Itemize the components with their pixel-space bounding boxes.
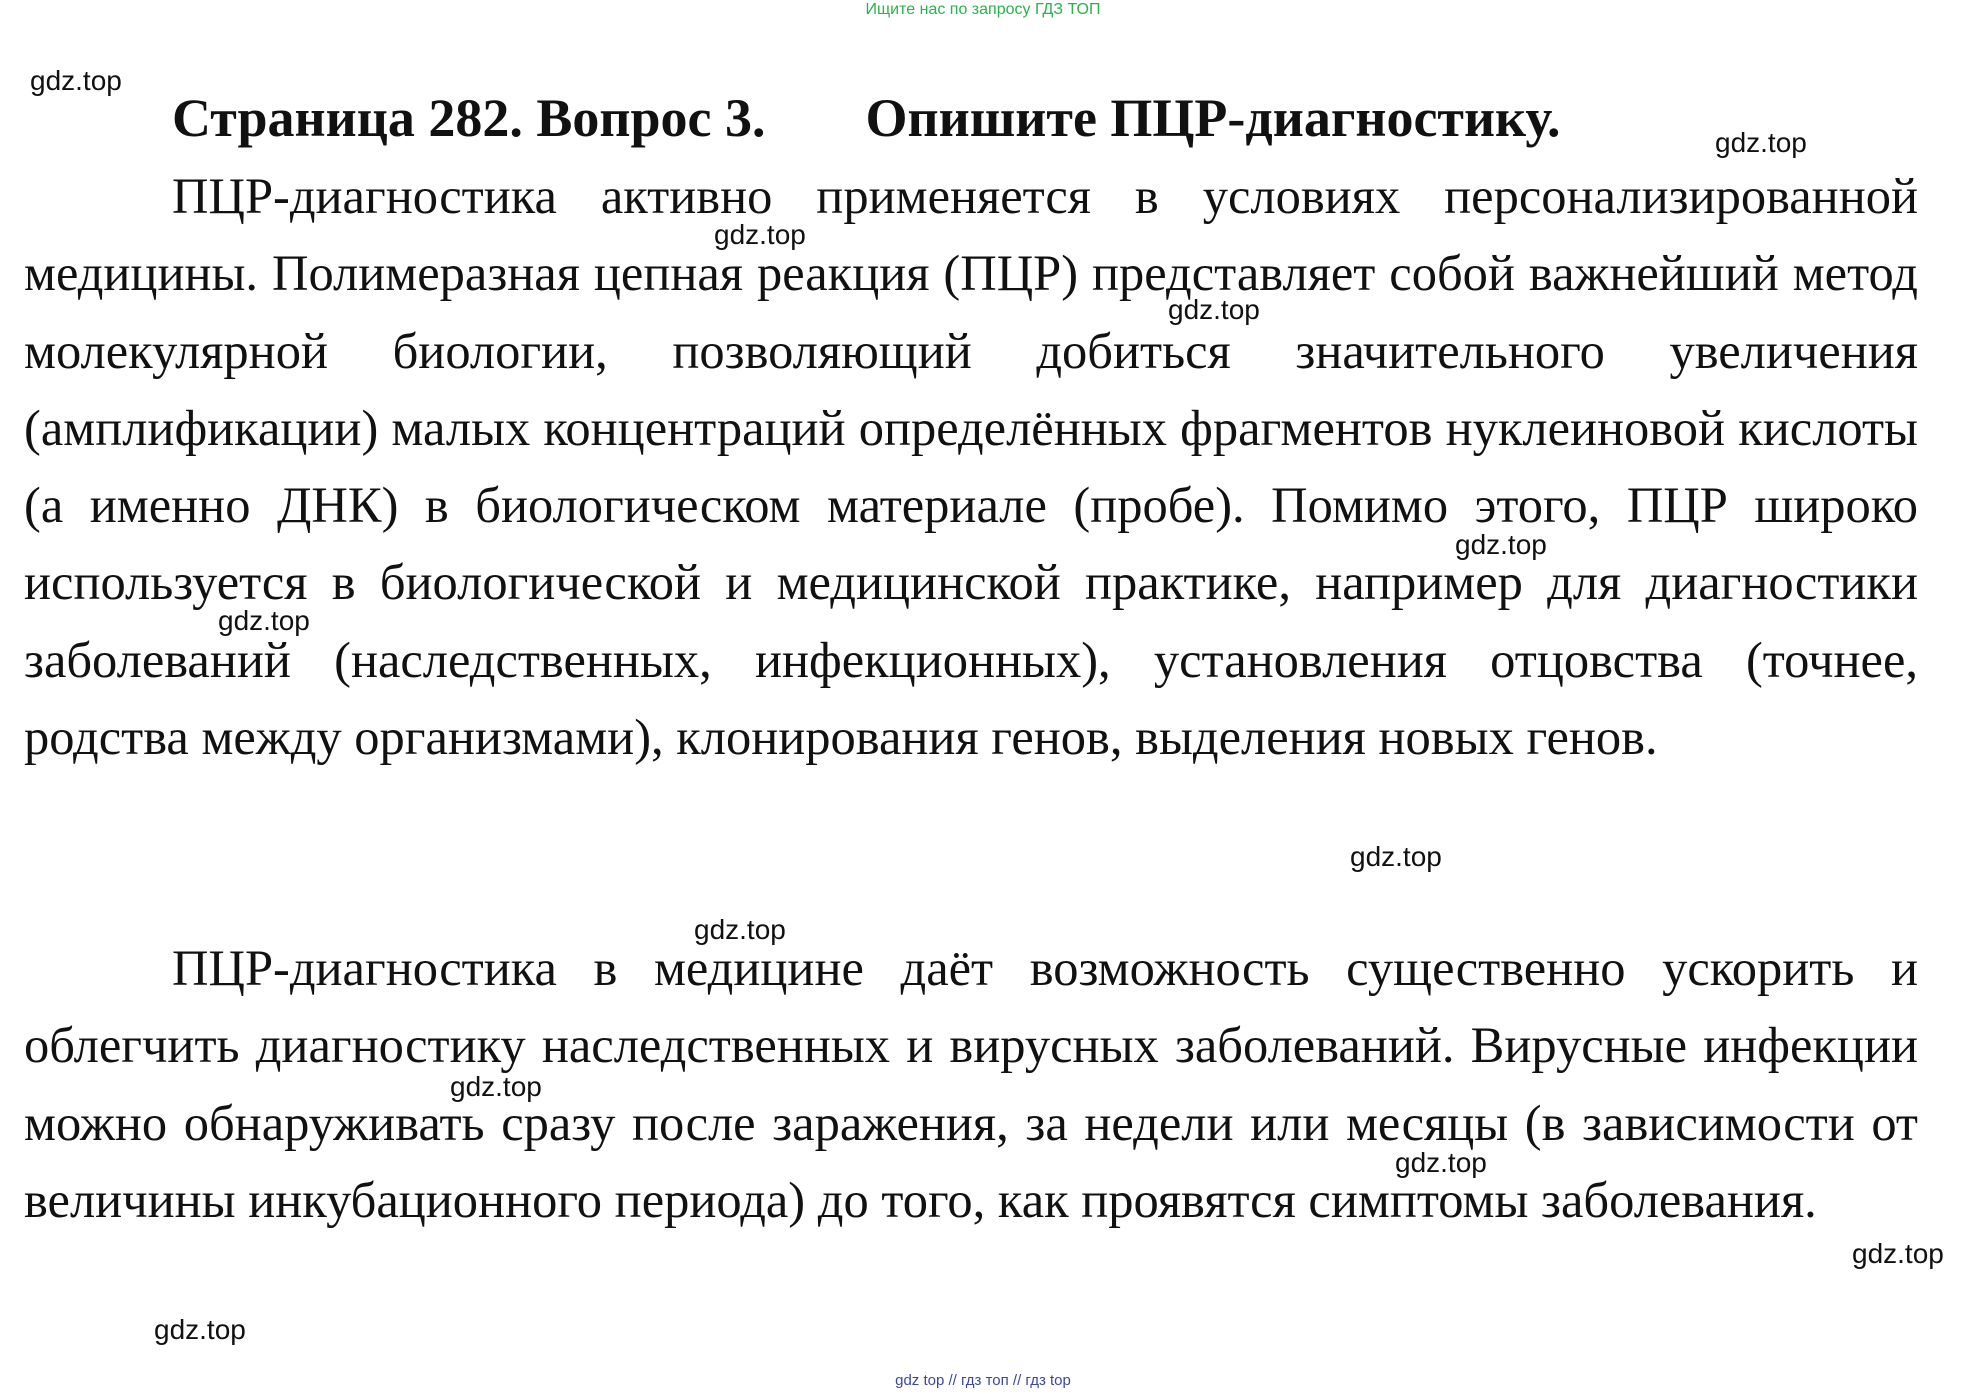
watermark: gdz.top bbox=[1395, 1147, 1487, 1178]
heading-page-question: Страница 282. Вопрос 3. bbox=[172, 88, 766, 148]
page-heading bbox=[172, 82, 1561, 154]
watermark: gdz.top bbox=[714, 219, 806, 250]
watermark: gdz.top bbox=[450, 1071, 542, 1102]
watermark: gdz.top bbox=[1715, 127, 1807, 158]
watermark: gdz.top bbox=[1350, 841, 1442, 872]
watermark: gdz.top bbox=[30, 65, 122, 96]
footer-links: gdz top // гдз топ // гдз top bbox=[895, 1372, 1071, 1389]
paragraph-1: ПЦР-диагностика активно применяется в условиях персонализированной медицины. Полимеразная цепная реакция (ПЦР) представляет собой важнейший метод молекулярной биологии, позволяющий добиться значительного увеличения (амплификации) малых концентраций определённых фрагментов нуклеиновой кислоты (а именно ДНК) в биологическом материале (пробе). Помимо этого, ПЦР широко используется в биологической и медицинской практике, например для диагностики заболеваний (наследственных, инфекционных), установления отцовства (точнее, родства между организмами), клонирования генов, выделения новых генов. bbox=[24, 168, 1918, 766]
top-banner: Ищите нас по запросу ГДЗ ТОП bbox=[865, 1, 1101, 18]
watermark: gdz.top bbox=[1852, 1238, 1944, 1269]
watermark: gdz.top bbox=[1168, 294, 1260, 325]
watermark: gdz.top bbox=[694, 914, 786, 945]
heading-task: Опишите ПЦР-диагностику. bbox=[865, 88, 1561, 148]
paragraph-2: ПЦР-диагностика в медицине даёт возможность существенно ускорить и облегчить диагностику наследственных и вирусных заболеваний. Вирусные инфекции можно обнаруживать сразу после заражения, за недели или месяцы (в зависимости от величины инкубационного периода) до того, как проявятся симптомы заболевания. bbox=[24, 940, 1918, 1228]
watermark: gdz.top bbox=[154, 1314, 246, 1345]
watermark: gdz.top bbox=[218, 605, 310, 636]
watermark: gdz.top bbox=[1455, 529, 1547, 560]
